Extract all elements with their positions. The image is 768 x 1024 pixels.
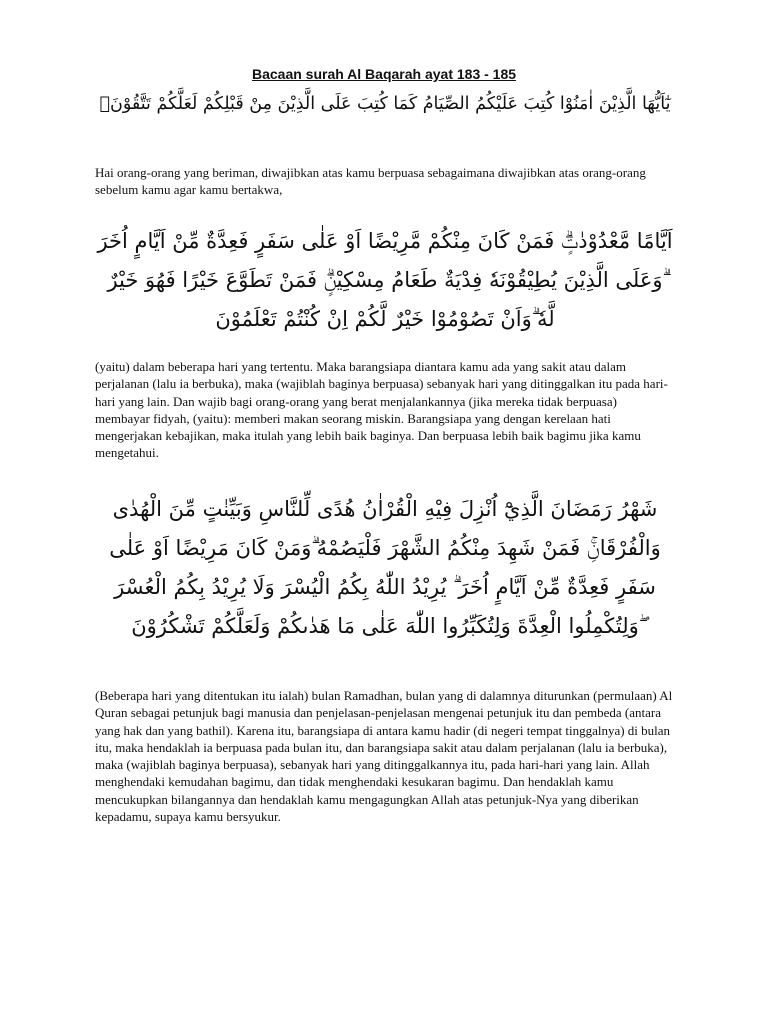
verse-185-arabic: شَهْرُ رَمَضَانَ الَّذِيْٓ اُنْزِلَ فِيْهِ الْقُرْاٰنُ هُدًى لِّلنَّاسِ وَبَيِّنٰتٍ مِّنَ الْهُدٰى وَالْفُرْقَانِۚ فَمَنْ شَهِدَ مِنْكُمُ الشَّهْرَ فَلْيَصُمْهُ ۗوَمَنْ كَانَ مَرِيْضًا اَوْ عَلٰى سَفَرٍ فَعِدَّةٌ مِّنْ اَيَّامٍ اُخَرَ ۗ يُرِيْدُ اللّٰهُ بِكُمُ الْيُسْرَ وَلَا يُرِيْدُ بِكُمُ الْعُسْرَ ۖوَلِتُكْمِلُوا الْعِدَّةَ وَلِتُكَبِّرُوا اللّٰهَ عَلٰى مَا هَدٰىكُمْ وَلَعَلَّكُمْ تَشْكُرُوْنَ	[109, 497, 661, 638]
verse-185-translation: (Beberapa hari yang ditentukan itu ialah) bulan Ramadhan, bulan yang di dalamnya diturunkan (permulaan) Al Quran sebagai petunjuk bagi manusia dan penjelasan-penjelasan mengenai petunjuk itu dan pembeda (antara yang hak dan yang bathil). Karena itu, barangsiapa di antara kamu hadir (di negeri tempat tinggalnya) di bulan itu, maka hendaklah ia berpuasa pada bulan itu, dan barangsiapa sakit atau dalam perjalanan (lalu ia berbuka), maka (wajiblah baginya berpuasa), sebanyak hari yang ditinggalkannya itu, pada hari-hari yang lain. Allah menghendaki kemudahan bagimu, dan tidak menghendaki kesukaran bagimu. Dan hendaklah kamu mencukupkan bilangannya dan hendaklah kamu mengagungkan Allah atas petunjuk-Nya yang diberikan kepadamu, supaya kamu bersyukur.	[95, 688, 673, 824]
document-title: Bacaan surah Al Baqarah ayat 183 - 185	[251, 66, 517, 82]
verse-184-arabic: اَيَّامًا مَّعْدُوْدٰتٍۗ فَمَنْ كَانَ مِنْكُمْ مَّرِيْضًا اَوْ عَلٰى سَفَرٍ فَعِدَّةٌ مِّنْ اَيَّامٍ اُخَرَ ۗوَعَلَى الَّذِيْنَ يُطِيْقُوْنَهٗ فِدْيَةٌ طَعَامُ مِسْكِيْنٍۗ فَمَنْ تَطَوَّعَ خَيْرًا فَهُوَ خَيْرٌ لَّهٗ ۗوَاَنْ تَصُوْمُوْا خَيْرٌ لَّكُمْ اِنْ كُنْتُمْ تَعْلَمُوْنَ	[97, 229, 673, 331]
verse-184-translation: (yaitu) dalam beberapa hari yang tertentu. Maka barangsiapa diantara kamu ada yang sakit atau dalam perjalanan (lalu ia berbuka), maka (wajiblah baginya berpuasa) sebanyak hari yang ditinggalkan itu pada hari-hari yang lain. Dan wajib bagi orang-orang yang berat menjalankannya (jika mereka tidak berpuasa) membayar fidyah, (yaitu): memberi makan seorang miskin. Barangsiapa yang dengan kerelaan hati mengerjakan kebajikan, maka itulah yang lebih baik baginya. Dan berpuasa lebih baik bagimu jika kamu mengetahui.	[95, 359, 668, 461]
verse-183-translation: Hai orang-orang yang beriman, diwajibkan atas kamu berpuasa sebagaimana diwajibkan atas orang-orang sebelum kamu agar kamu bertakwa,	[95, 165, 646, 198]
verse-183-arabic: يٰٓاَيُّهَا الَّذِيْنَ اٰمَنُوْا كُتِبَ عَلَيْكُمُ الصِّيَامُ كَمَا كُتِبَ عَلَى الَّذِيْنَ مِنْ قَبْلِكُمْ لَعَلَّكُمْ تَتَّقُوْنَۙ	[99, 94, 671, 114]
